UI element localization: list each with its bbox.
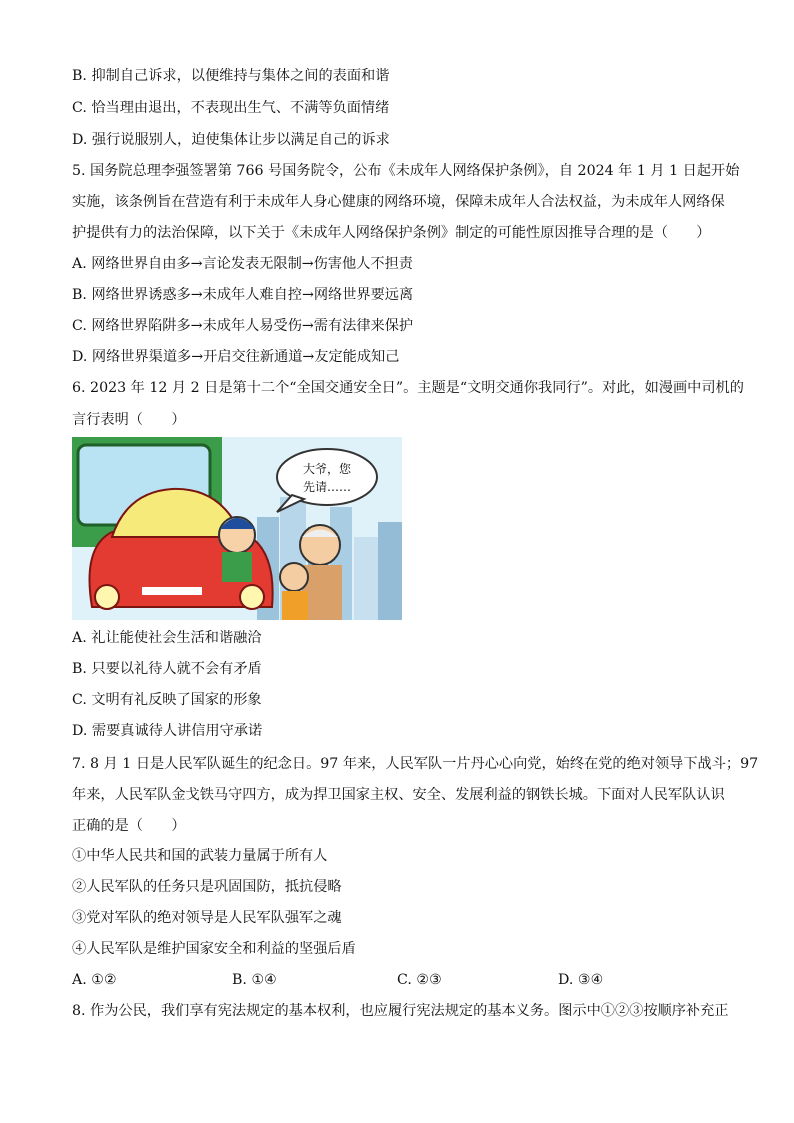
q4-option-c: C. 恰当理由退出，不表现出生气、不满等负面情绪 bbox=[72, 100, 390, 116]
q6-stem-line-2: 言行表明（ ） bbox=[72, 412, 186, 428]
q7-statement-1: ①中华人民共和国的武装力量属于所有人 bbox=[72, 848, 328, 864]
q7-statement-4: ④人民军队是维护国家安全和利益的坚强后盾 bbox=[72, 941, 356, 957]
speech-bubble-line-2: 先请…… bbox=[302, 480, 352, 494]
q7-stem-line-2: 年来，人民军队金戈铁马守四方，成为捍卫国家主权、安全、发展利益的钢铁长城。下面对人民军队认识 bbox=[72, 787, 725, 803]
q6-stem-line-1: 6. 2023 年 12 月 2 日是第十二个“全国交通安全日”。主题是“文明交通你我同行”。对此，如漫画中司机的 bbox=[72, 380, 744, 396]
q7-stem-line-3: 正确的是（ ） bbox=[72, 818, 186, 834]
speech-bubble-line-1: 大爷，您 bbox=[302, 462, 352, 476]
q6-option-a: A. 礼让能使社会生活和谐融洽 bbox=[72, 630, 262, 646]
q7-stem-line-1: 7. 8 月 1 日是人民军队诞生的纪念日。97 年来，人民军队一片丹心心向党，始终在党的绝对领导下战斗；97 bbox=[72, 756, 759, 772]
q5-option-d: D. 网络世界渠道多→开启交往新通道→友定能成知己 bbox=[72, 349, 400, 365]
q7-statement-3: ③党对军队的绝对领导是人民军队强军之魂 bbox=[72, 910, 342, 926]
q5-option-c: C. 网络世界陷阱多→未成年人易受伤→需有法律来保护 bbox=[72, 318, 414, 334]
q7-option-b: B. ①④ bbox=[232, 972, 277, 988]
q7-option-c: C. ②③ bbox=[397, 972, 442, 988]
q7-statement-2: ②人民军队的任务只是巩固国防，抵抗侵略 bbox=[72, 879, 342, 895]
q8-stem-line-1: 8. 作为公民，我们享有宪法规定的基本权利，也应履行宪法规定的基本义务。图示中①②③按顺序补充正 bbox=[72, 1003, 729, 1019]
q5-stem-line-3: 护提供有力的法治保障，以下关于《未成年人网络保护条例》制定的可能性原因推导合理的是（ ） bbox=[72, 225, 711, 241]
q7-option-a: A. ①② bbox=[72, 972, 117, 988]
cartoon-illustration bbox=[72, 437, 402, 620]
q4-option-b: B. 抑制自己诉求，以便维持与集体之间的表面和谐 bbox=[72, 68, 390, 84]
q6-option-d: D. 需要真诚待人讲信用守承诺 bbox=[72, 723, 263, 739]
q6-option-c: C. 文明有礼反映了国家的形象 bbox=[72, 692, 262, 708]
q5-stem-line-2: 实施，该条例旨在营造有利于未成年人身心健康的网络环境，保障未成年人合法权益，为未成年人网络保 bbox=[72, 194, 725, 210]
q4-option-d: D. 强行说服别人，迫使集体让步以满足自己的诉求 bbox=[72, 132, 390, 148]
q7-option-d: D. ③④ bbox=[558, 972, 604, 988]
q5-stem-line-1: 5. 国务院总理李强签署第 766 号国务院令，公布《未成年人网络保护条例》，自 2024 年 1 月 1 日起开始 bbox=[72, 163, 740, 179]
q6-option-b: B. 只要以礼待人就不会有矛盾 bbox=[72, 661, 262, 677]
q5-option-b: B. 网络世界诱惑多→未成年人难自控→网络世界要远离 bbox=[72, 287, 414, 303]
traffic-courtesy-cartoon bbox=[72, 437, 402, 620]
q5-option-a: A. 网络世界自由多→言论发表无限制→伤害他人不担责 bbox=[72, 256, 413, 272]
